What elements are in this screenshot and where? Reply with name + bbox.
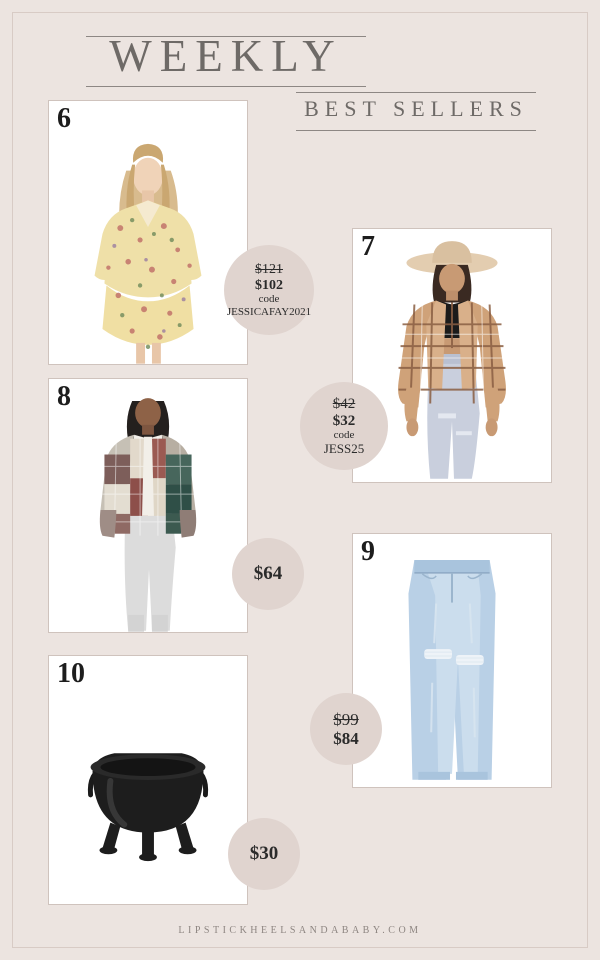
price-bubble-8[interactable]: [232, 538, 304, 610]
page-title: WEEKLY: [109, 31, 343, 81]
product-photo-10: [49, 656, 247, 904]
price-sale-6: $102: [255, 277, 283, 293]
price-original-7: $42: [332, 395, 356, 412]
product-photo-6: [49, 101, 247, 364]
price-original-6: $121: [255, 262, 283, 278]
price-sale-9: $84: [333, 729, 359, 748]
price-bubble-9[interactable]: [310, 693, 382, 765]
subtitle-rule-bottom: [296, 130, 536, 131]
subtitle-rule-top: [296, 92, 536, 93]
product-number-9: 9: [361, 536, 375, 567]
code-label-7: code: [333, 429, 355, 442]
product-number-7: 7: [361, 231, 375, 262]
price-original-9: $99: [333, 709, 359, 729]
product-card-9[interactable]: [352, 533, 552, 788]
code-value-7: JESS25: [323, 440, 365, 456]
price-bubble-6[interactable]: [224, 245, 314, 335]
product-card-8[interactable]: [48, 378, 248, 633]
price-sale-7: $32: [332, 412, 356, 429]
price-bubble-10[interactable]: [228, 818, 300, 890]
product-number-10: 10: [57, 658, 85, 689]
code-value-6: JESSICAFAY2021: [226, 305, 312, 318]
product-number-8: 8: [57, 381, 71, 412]
price-sale-10: $30: [249, 843, 279, 865]
title-rule-bottom: [86, 86, 366, 87]
page-subtitle: BEST SELLERS: [304, 96, 528, 121]
product-photo-8: [49, 379, 247, 632]
site-watermark: LIPSTICKHEELSANDABABY.COM: [178, 925, 422, 936]
product-card-10[interactable]: [48, 655, 248, 905]
code-label-6: code: [258, 293, 280, 306]
product-photo-9: [353, 534, 551, 787]
price-bubble-7[interactable]: [300, 382, 388, 470]
product-card-6[interactable]: [48, 100, 248, 365]
price-sale-8: $64: [253, 563, 283, 585]
product-number-6: 6: [57, 103, 71, 134]
